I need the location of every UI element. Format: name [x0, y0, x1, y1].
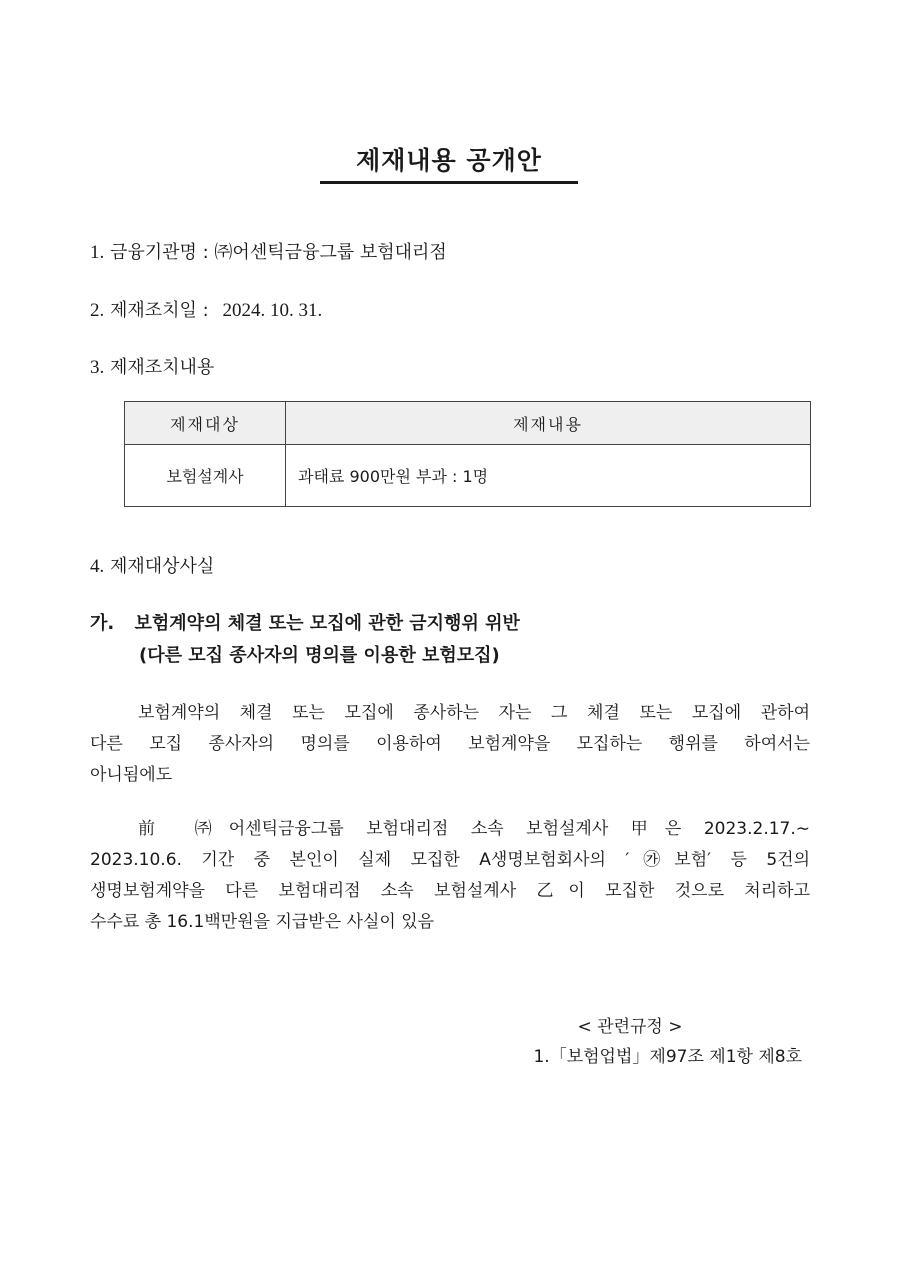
section-3-measures	[90, 355, 214, 381]
paragraph-line: 아니됨에도	[90, 765, 173, 785]
paragraph-prohibition	[90, 698, 810, 791]
paragraph-line: 다른 모집 종사자의 명의를 이용하여 보험계약을 모집하는 행위를 하여서는	[90, 734, 810, 754]
section-3-number: 3.	[90, 357, 105, 378]
subsection-marker: 가.	[90, 613, 115, 634]
section-1-number: 1.	[90, 242, 105, 263]
table-header-row	[125, 402, 811, 445]
sanction-table	[124, 401, 811, 507]
related-regulation-item: 1.「보험업법」제97조 제1항 제8호	[533, 1047, 802, 1067]
section-4-number: 4.	[90, 556, 105, 577]
section-2-number: 2.	[90, 300, 105, 321]
table-cell-content: 과태료 900만원 부과 : 1명	[286, 445, 811, 507]
table-row	[125, 445, 811, 507]
table-header-content: 제재내용	[286, 402, 811, 445]
page-title: 제재내용 공개안	[356, 146, 542, 175]
section-1-institution	[90, 240, 447, 266]
section-2-label: 제재조치일 :	[109, 300, 209, 321]
section-2-date	[90, 298, 322, 324]
subsection-title	[90, 611, 520, 637]
section-2-value: 2024. 10. 31.	[222, 300, 323, 321]
title-underline	[320, 181, 578, 184]
paragraph-line: 2023.10.6. 기간 중 본인이 실제 모집한 A생명보험회사의 ′㉮보험′ 등 5건의	[90, 850, 810, 870]
table-cell-target: 보험설계사	[125, 445, 286, 507]
paragraph-line: 생명보험계약을 다른 보험대리점 소속 보험설계사 乙이 모집한 것으로 처리하고	[90, 881, 810, 901]
subsection-title-line1: 보험계약의 체결 또는 모집에 관한 금지행위 위반	[134, 613, 520, 634]
related-regulations-title: < 관련규정 >	[577, 1017, 683, 1037]
paragraph-line: 수수료 총 16.1백만원을 지급받은 사실이 있음	[90, 912, 435, 932]
section-1-label: 금융기관명 : ㈜어센틱금융그룹 보험대리점	[109, 242, 447, 263]
table-header-target: 제재대상	[125, 402, 286, 445]
section-4-facts	[90, 554, 214, 580]
subsection-subtitle: (다른 모집 종사자의 명의를 이용한 보험모집)	[139, 645, 500, 666]
paragraph-facts	[90, 814, 810, 938]
paragraph-line: 前 ㈜어센틱금융그룹 보험대리점 소속 보험설계사 甲은 2023.2.17.∼	[138, 819, 810, 839]
section-3-label: 제재조치내용	[109, 357, 215, 378]
section-4-label: 제재대상사실	[109, 556, 215, 577]
paragraph-line: 보험계약의 체결 또는 모집에 종사하는 자는 그 체결 또는 모집에 관하여	[138, 703, 810, 723]
